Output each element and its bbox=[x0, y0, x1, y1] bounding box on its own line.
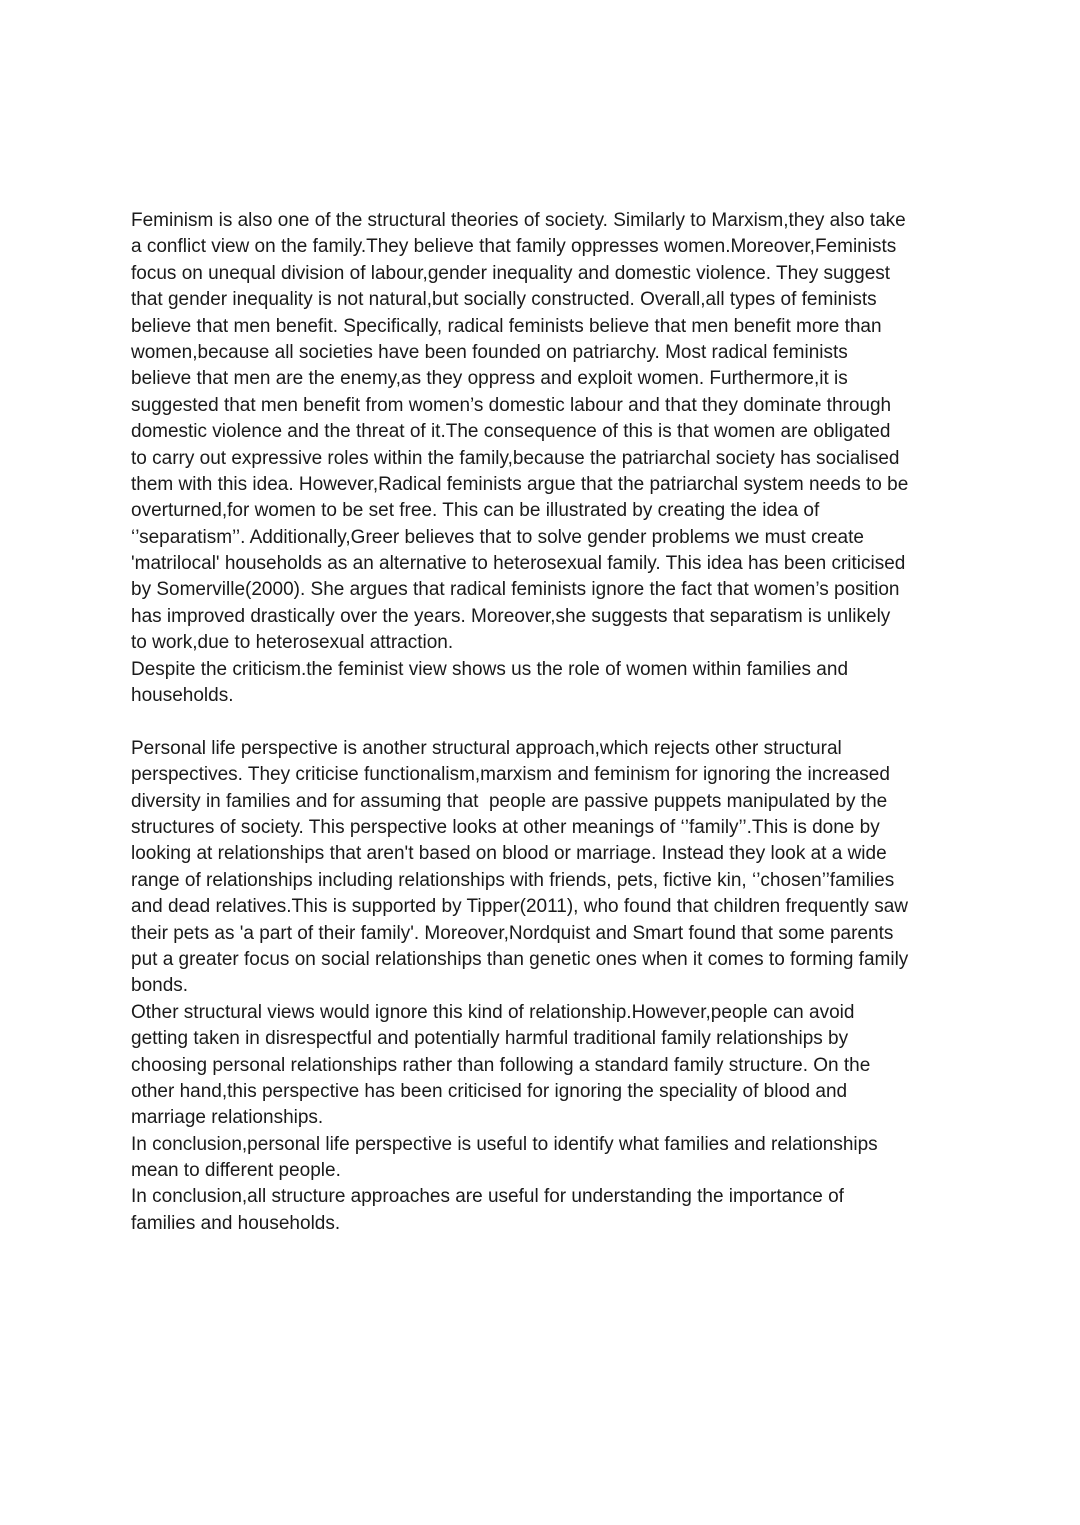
text-line: mean to different people. bbox=[131, 1160, 341, 1182]
text-line: overturned,for women to be set free. This can be illustrated by creating the idea of bbox=[131, 500, 820, 522]
text-line: their pets as 'a part of their family'. Moreover,Nordquist and Smart found that some parents bbox=[131, 922, 894, 944]
text-line: looking at relationships that aren't based on blood or marriage. Instead they look at a wide bbox=[131, 843, 887, 865]
text-line: by Somerville(2000). She argues that radical feminists ignore the fact that women’s position bbox=[131, 579, 900, 601]
text-line: marriage relationships. bbox=[131, 1107, 324, 1129]
personal-life-conclusion-paragraph bbox=[131, 1132, 961, 1185]
text-line: focus on unequal division of labour,gender inequality and domestic violence. They suggest bbox=[131, 262, 891, 284]
text-line: women,because all societies have been founded on patriarchy. Most radical feminists bbox=[131, 341, 848, 363]
text-line: households. bbox=[131, 685, 234, 707]
text-line: domestic violence and the threat of it.The consequence of this is that women are obligated bbox=[131, 421, 891, 443]
text-line: to carry out expressive roles within the family,because the patriarchal society has socialised bbox=[131, 447, 900, 469]
text-line: getting taken in disrespectful and potentially harmful traditional family relationships by bbox=[131, 1028, 849, 1050]
text-line: In conclusion,personal life perspective is useful to identify what families and relationships bbox=[131, 1133, 878, 1155]
text-line: Personal life perspective is another structural approach,which rejects other structural bbox=[131, 737, 842, 759]
text-line: believe that men are the enemy,as they oppress and exploit women. Furthermore,it is bbox=[131, 368, 848, 390]
text-line: put a greater focus on social relationships than genetic ones when it comes to forming family bbox=[131, 948, 909, 970]
text-line: has improved drastically over the years. Moreover,she suggests that separatism is unlikely bbox=[131, 605, 891, 627]
paragraph-spacer bbox=[131, 709, 961, 735]
text-line: and dead relatives.This is supported by Tipper(2011), who found that children frequently saw bbox=[131, 896, 908, 918]
text-line: that gender inequality is not natural,but socially constructed. Overall,all types of feminists bbox=[131, 289, 877, 311]
personal-life-paragraph bbox=[131, 736, 961, 1000]
text-line: families and households. bbox=[131, 1212, 341, 1234]
text-line: range of relationships including relationships with friends, pets, fictive kin, ‘’chosen’’families bbox=[131, 869, 895, 891]
text-line: perspectives. They criticise functionalism,marxism and feminism for ignoring the increased bbox=[131, 764, 890, 786]
text-line: them with this idea. However,Radical feminists argue that the patriarchal system needs to be bbox=[131, 473, 909, 495]
text-line: suggested that men benefit from women’s domestic labour and that they dominate through bbox=[131, 394, 892, 416]
text-line: to work,due to heterosexual attraction. bbox=[131, 632, 454, 654]
document-body bbox=[131, 208, 961, 1237]
text-line: 'matrilocal' households as an alternative to heterosexual family. This idea has been criticised bbox=[131, 553, 906, 575]
text-line: structures of society. This perspective looks at other meanings of ‘’family’’.This is done by bbox=[131, 816, 880, 838]
overall-conclusion-paragraph bbox=[131, 1184, 961, 1237]
personal-life-evaluation-paragraph bbox=[131, 1000, 961, 1132]
text-line: diversity in families and for assuming that people are passive puppets manipulated by the bbox=[131, 790, 888, 812]
text-line: choosing personal relationships rather than following a standard family structure. On the bbox=[131, 1054, 871, 1076]
text-line: other hand,this perspective has been criticised for ignoring the speciality of blood and bbox=[131, 1080, 848, 1102]
text-line: believe that men benefit. Specifically, radical feminists believe that men benefit more than bbox=[131, 315, 882, 337]
text-line: Other structural views would ignore this kind of relationship.However,people can avoid bbox=[131, 1001, 855, 1023]
text-line: bonds. bbox=[131, 975, 189, 997]
text-line: In conclusion,all structure approaches are useful for understanding the importance of bbox=[131, 1186, 844, 1208]
text-line: ‘’separatism’’. Additionally,Greer believes that to solve gender problems we must create bbox=[131, 526, 864, 548]
feminism-conclusion-paragraph bbox=[131, 657, 961, 710]
text-line: Despite the criticism.the feminist view shows us the role of women within families and bbox=[131, 658, 849, 680]
text-line: a conflict view on the family.They believe that family oppresses women.Moreover,Feminists bbox=[131, 236, 897, 258]
text-line: Feminism is also one of the structural theories of society. Similarly to Marxism,they also take bbox=[131, 210, 906, 231]
feminism-paragraph bbox=[131, 208, 961, 657]
